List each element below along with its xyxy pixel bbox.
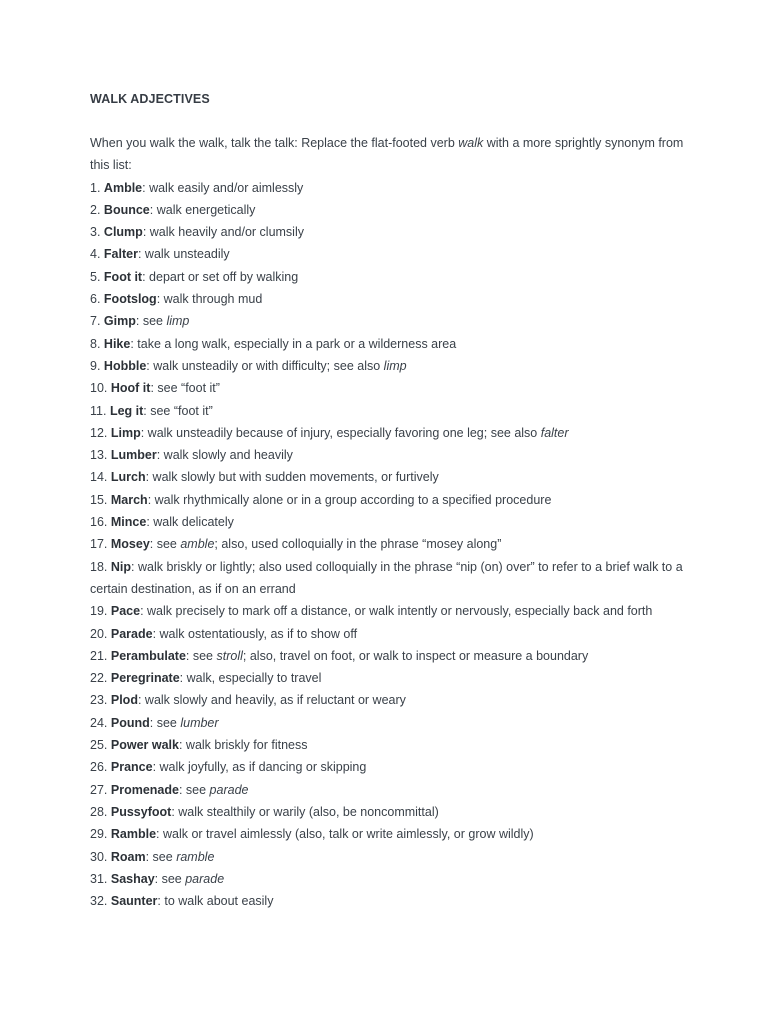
list-item-definition: : see “foot it” (150, 381, 220, 396)
list-item-number: 20. (90, 626, 108, 641)
list-item-term: Power walk (110, 738, 179, 753)
list-item-term: Lurch (110, 470, 146, 485)
list-item-definition: : walk heavily and/or clumsily (142, 225, 304, 240)
list-item-term: Leg it (109, 403, 144, 418)
list-item-term: Hobble (103, 358, 147, 373)
list-item (90, 288, 690, 310)
list-item-number: 14. (90, 470, 108, 485)
list-item-number: 15. (90, 492, 108, 507)
list-item-term: Pussyfoot (110, 804, 172, 819)
list-item-term: Promenade (110, 782, 179, 797)
list-item (90, 310, 690, 332)
list-item-number: 7. (90, 314, 101, 329)
list-item-number: 5. (90, 269, 101, 284)
list-item-definition: : walk precisely to mark off a distance, or walk intently or nervously, especially back and forth (140, 604, 653, 619)
list-item-number: 18. (90, 559, 108, 574)
list-item-number: 30. (90, 849, 108, 864)
intro-emphasis: walk (458, 136, 484, 150)
list-item (90, 511, 690, 533)
list-item-definition: : walk briskly or lightly; also used colloquially in the phrase “nip (on) over” to refer to a brief walk to a certain destination, as if on an errand (90, 559, 683, 596)
list-item-definition: : walk energetically (149, 202, 256, 217)
intro-text-before: When you walk the walk, talk the talk: Replace the flat-footed verb (90, 136, 459, 150)
list-item-term: Nip (110, 559, 132, 574)
list-item-number: 25. (90, 738, 108, 753)
synonym-list (90, 177, 690, 913)
list-item-number: 31. (90, 871, 108, 886)
list-item-term: Peregrinate (110, 671, 180, 686)
list-item (90, 734, 690, 756)
list-item-reference: parade (209, 782, 249, 797)
list-item-number: 12. (90, 425, 108, 440)
list-item (90, 823, 690, 845)
list-item-number: 1. (90, 180, 101, 195)
list-item-definition: : walk slowly and heavily (156, 448, 293, 463)
list-item-term: Hike (103, 336, 131, 351)
list-item (90, 355, 690, 377)
list-item-number: 19. (90, 604, 108, 619)
list-item-number: 10. (90, 381, 108, 396)
intro-text-after: with a more sprightly synonym from this list: (90, 136, 684, 173)
list-item-number: 8. (90, 336, 101, 351)
list-item-number: 9. (90, 358, 101, 373)
intro-paragraph (90, 132, 690, 177)
list-item (90, 377, 690, 399)
list-item-term: Sashay (110, 871, 155, 886)
list-item-definition: : walk ostentatiously, as if to show off (152, 626, 358, 641)
list-item-definition: : see (149, 715, 181, 730)
list-item-term: Plod (110, 693, 138, 708)
list-item (90, 444, 690, 466)
list-item-definition: : to walk about easily (157, 894, 274, 909)
list-item-reference: limp (383, 358, 407, 373)
list-item-term: Amble (103, 180, 143, 195)
list-item-reference: parade (185, 871, 225, 886)
list-item-reference: limp (166, 314, 190, 329)
list-item-number: 4. (90, 247, 101, 262)
list-item (90, 422, 690, 444)
list-item-definition: ; also, travel on foot, or walk to inspect or measure a boundary (242, 648, 589, 663)
list-item-number: 17. (90, 537, 108, 552)
list-item-term: Perambulate (110, 648, 186, 663)
list-item-definition: : see (178, 782, 210, 797)
list-item-definition: : walk slowly but with sudden movements, or furtively (145, 470, 439, 485)
list-item-number: 27. (90, 782, 108, 797)
list-item-definition: : walk joyfully, as if dancing or skipping (152, 760, 367, 775)
list-item-definition: : see (145, 849, 177, 864)
list-item-definition: : walk or travel aimlessly (also, talk or write aimlessly, or grow wildly) (156, 827, 534, 842)
list-item-definition: : see (154, 871, 186, 886)
list-item-reference: lumber (180, 715, 219, 730)
list-item-term: Mosey (110, 537, 150, 552)
list-item-reference: stroll (216, 648, 243, 663)
list-item-definition: : walk through mud (156, 292, 263, 307)
list-item-term: Hoof it (110, 381, 151, 396)
list-item (90, 243, 690, 265)
list-item-term: Pace (110, 604, 141, 619)
list-item (90, 333, 690, 355)
list-item-term: Clump (103, 225, 143, 240)
list-item (90, 400, 690, 422)
list-item-definition: : walk unsteadily or with difficulty; see also (146, 358, 384, 373)
list-item (90, 868, 690, 890)
list-item-term: March (110, 492, 148, 507)
list-item-definition: : take a long walk, especially in a park or a wilderness area (130, 336, 457, 351)
list-item-number: 23. (90, 693, 108, 708)
list-item-term: Falter (103, 247, 138, 262)
list-item (90, 645, 690, 667)
list-item (90, 846, 690, 868)
list-item (90, 890, 690, 912)
list-item-number: 28. (90, 804, 108, 819)
list-item (90, 466, 690, 488)
list-item (90, 779, 690, 801)
list-item-definition: : walk easily and/or aimlessly (142, 180, 304, 195)
list-item (90, 689, 690, 711)
list-item-definition: : see (149, 537, 181, 552)
list-item (90, 533, 690, 555)
list-item-definition: : depart or set off by walking (142, 269, 299, 284)
list-item-term: Bounce (103, 202, 150, 217)
document-title: WALK ADJECTIVES (90, 92, 210, 106)
list-item (90, 756, 690, 778)
list-item-term: Mince (110, 515, 147, 530)
list-item-term: Footslog (103, 292, 157, 307)
list-item-reference: falter (540, 425, 569, 440)
list-item-number: 32. (90, 894, 108, 909)
list-item (90, 556, 690, 601)
list-item-definition: : walk briskly for fitness (178, 738, 308, 753)
list-item-term: Limp (110, 425, 141, 440)
list-item (90, 600, 690, 622)
list-item (90, 199, 690, 221)
list-item-number: 3. (90, 225, 101, 240)
list-item-term: Roam (110, 849, 146, 864)
list-item (90, 667, 690, 689)
list-item-definition: : walk stealthily or warily (also, be noncommittal) (171, 804, 439, 819)
list-item (90, 221, 690, 243)
list-item-number: 11. (90, 403, 107, 418)
list-item-term: Prance (110, 760, 153, 775)
list-item (90, 623, 690, 645)
document-page (90, 88, 690, 912)
list-item-number: 16. (90, 515, 108, 530)
list-item-term: Saunter (110, 894, 158, 909)
list-item-number: 6. (90, 292, 101, 307)
list-item-reference: ramble (176, 849, 215, 864)
list-item-term: Pound (110, 715, 150, 730)
list-item-reference: amble (180, 537, 215, 552)
list-item (90, 712, 690, 734)
list-item-definition: : walk delicately (146, 515, 234, 530)
list-item-definition: : see (135, 314, 167, 329)
list-item-term: Foot it (103, 269, 143, 284)
list-item-definition: : walk slowly and heavily, as if reluctant or weary (137, 693, 406, 708)
list-item-definition: : see “foot it” (143, 403, 213, 418)
list-item-number: 22. (90, 671, 108, 686)
list-item-number: 2. (90, 202, 101, 217)
list-item (90, 801, 690, 823)
list-item-definition: : walk unsteadily (137, 247, 230, 262)
list-item-number: 24. (90, 715, 108, 730)
list-item-number: 26. (90, 760, 108, 775)
list-item-number: 29. (90, 827, 108, 842)
list-item-term: Gimp (103, 314, 136, 329)
list-item-definition: : walk, especially to travel (179, 671, 322, 686)
list-item-term: Parade (110, 626, 153, 641)
list-item-definition: ; also, used colloquially in the phrase “mosey along” (214, 537, 502, 552)
list-item-term: Lumber (110, 448, 157, 463)
list-item-definition: : see (185, 648, 217, 663)
list-item (90, 266, 690, 288)
list-item (90, 177, 690, 199)
list-item-definition: : walk unsteadily because of injury, especially favoring one leg; see also (140, 425, 541, 440)
list-item (90, 489, 690, 511)
list-item-number: 13. (90, 448, 108, 463)
list-item-number: 21. (90, 648, 108, 663)
list-item-definition: : walk rhythmically alone or in a group according to a specified procedure (147, 492, 552, 507)
list-item-term: Ramble (110, 827, 157, 842)
